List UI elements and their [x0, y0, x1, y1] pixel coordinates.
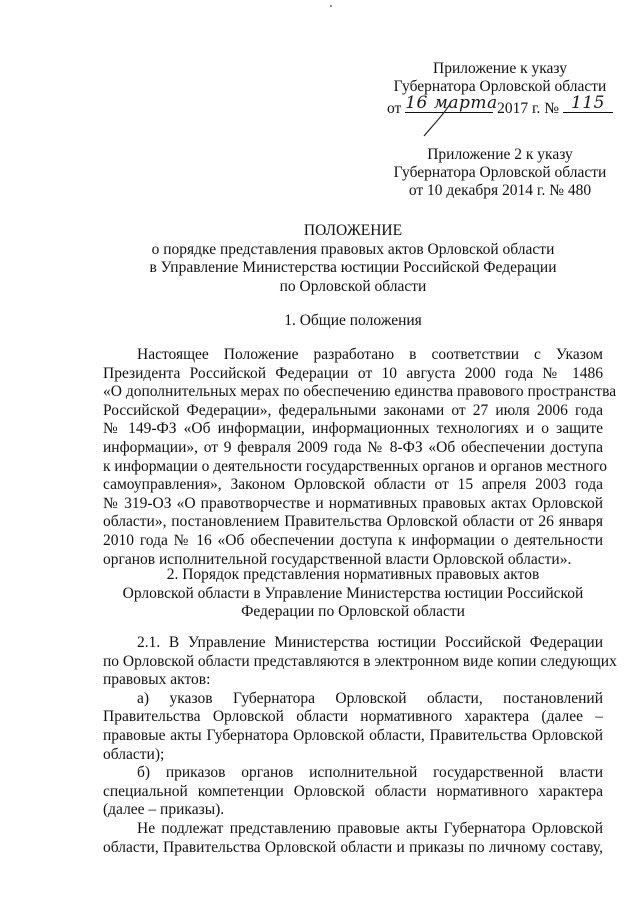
- title-line-1: о порядке представления правовых актов Орловской области: [151, 240, 555, 258]
- paragraph-line: области», постановлением Правительства Орловской области от 26 января: [103, 513, 603, 531]
- annex2-title: Приложение 2 к указу: [427, 146, 573, 163]
- list-item-b: б) приказов органов исполнительной государственной власти: [137, 764, 603, 782]
- document-title: [103, 222, 603, 296]
- paragraph-line: Не подлежат представлению правовые акты Губернатора Орловской: [137, 819, 603, 837]
- pen-stroke-mark: [420, 102, 454, 138]
- handwritten-number: 115: [571, 93, 605, 113]
- paragraph-line: правовые акты Губернатора Орловской области, Правительства Орловской: [103, 726, 603, 744]
- section-2-heading: [103, 566, 603, 622]
- paragraph-line: № 149-ФЗ «Об информации, информационных технологиях и о защите: [103, 420, 603, 438]
- paragraph-line: по Орловской области представляются в электронном виде копии следующих: [103, 652, 617, 670]
- section-1-heading: [103, 312, 603, 331]
- annex-title: Приложение к указу: [433, 60, 567, 77]
- scan-speck: [330, 5, 332, 7]
- annex-issuer: Губернатора Орловской области: [393, 78, 607, 95]
- paragraph-line: Российской Федерации», федеральными законами от 27 июля 2006 года: [103, 401, 603, 419]
- section-2-heading-line-2: Орловской области в Управление Министерства юстиции Российской: [122, 584, 584, 602]
- year-and-number-label: 2017 г. №: [497, 100, 560, 117]
- paragraph-line: к информации о деятельности государственных органов и органов местного: [103, 457, 607, 475]
- paragraph-line: области);: [103, 745, 165, 763]
- handwritten-date: 16 марта: [405, 93, 498, 113]
- paragraph-line: самоуправления», Законом Орловской области от 15 апреля 2003 года: [103, 476, 603, 494]
- list-item-a: а) указов Губернатора Орловской области, постановлений: [137, 689, 603, 707]
- title-heading: ПОЛОЖЕНИЕ: [303, 222, 403, 239]
- annex2-date: от 10 декабря 2014 г. № 480: [408, 182, 592, 199]
- paragraph-line: органов исполнительной государственной власти Орловской области».: [103, 550, 572, 568]
- title-line-2: в Управление Министерства юстиции Российской Федерации: [149, 259, 557, 277]
- paragraph-line: Правительства Орловской области нормативного характера (далее –: [103, 708, 603, 726]
- title-line-3: по Орловской области: [279, 277, 427, 295]
- paragraph-line: № 319-ОЗ «О правотворчестве и нормативных правовых актах Орловской: [103, 494, 603, 512]
- paragraph-line: области, Правительства Орловской области и приказы по личному составу,: [103, 838, 603, 856]
- paragraph-line: Настоящее Положение разработано в соответствии с Указом: [137, 346, 603, 363]
- paragraph-line: 2.1. В Управление Министерства юстиции Российской Федерации: [137, 634, 603, 651]
- paragraph-line: информации», от 9 февраля 2009 года № 8-ФЗ «Об обеспечении доступа: [103, 438, 603, 456]
- paragraph-line: Президента Российской Федерации от 10 августа 2000 года № 1486: [103, 364, 603, 382]
- paragraph-line: 2010 года № 16 «Об обеспечении доступа к информации о деятельности: [103, 531, 603, 549]
- section-1-paragraph: [103, 346, 617, 569]
- paragraph-line: (далее – приказы).: [103, 801, 225, 819]
- annex-header-amended: [380, 146, 620, 200]
- section-2-body: [103, 634, 617, 857]
- date-prefix: от: [387, 100, 402, 117]
- section-1-heading-text: 1. Общие положения: [284, 312, 422, 329]
- paragraph-line: правовых актов:: [103, 671, 211, 689]
- handwritten-number-field: [563, 93, 613, 113]
- section-2-heading-line-1: 2. Порядок представления нормативных правовых актов: [166, 566, 540, 583]
- paragraph-line: «О дополнительных мерах по обеспечению единства правового пространства: [103, 383, 617, 401]
- section-2-heading-line-3: Федерации по Орловской области: [241, 603, 465, 621]
- paragraph-line: специальной компетенции Орловской области нормативного характера: [103, 782, 603, 800]
- annex2-issuer: Губернатора Орловской области: [393, 164, 607, 181]
